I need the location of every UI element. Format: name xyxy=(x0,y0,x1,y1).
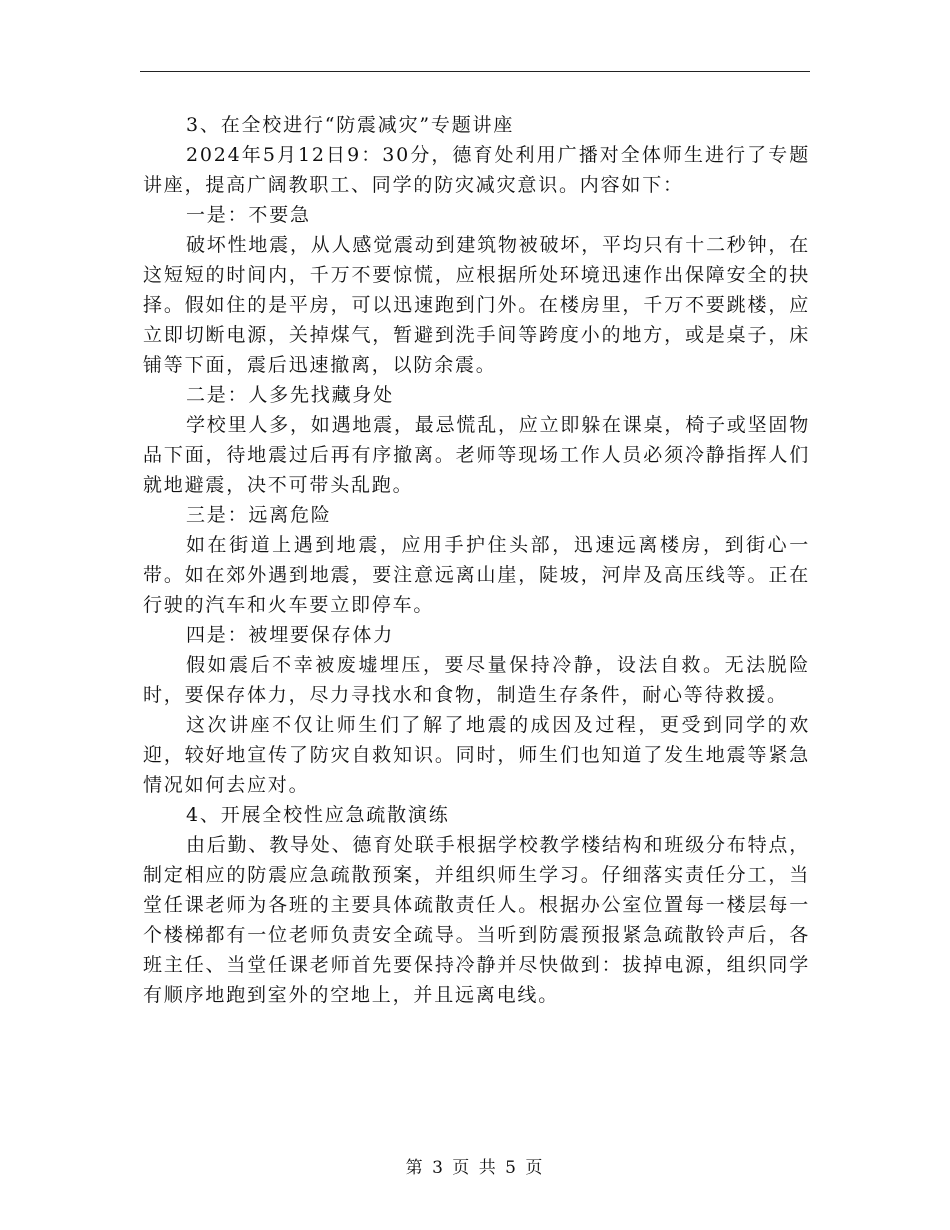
subheading-find-shelter: 二是：人多先找藏身处 xyxy=(186,384,395,406)
section-heading-lecture: 3、在全校进行“防震减灾”专题讲座 xyxy=(186,114,515,136)
paragraph-avoid-danger: 如在街道上遇到地震，应用手护住头部，迅速远离楼房，到街心一带。如在郊外遇到地震，要注意远离山崖，陡坡，河岸及高压线等。正在行驶的汽车和火车要立即停车。 xyxy=(143,534,810,616)
section-heading-drill: 4、开展全校性应急疏散演练 xyxy=(186,804,450,826)
header-rule xyxy=(140,71,810,72)
paragraph-find-shelter: 学校里人多，如遇地震，最忌慌乱，应立即躲在课桌，椅子或坚固物品下面，待地震过后再有序撤离。老师等现场工作人员必须冷静指挥人们就地避震，决不可带头乱跑。 xyxy=(143,414,811,496)
paragraph-lecture-intro: 2024年5月12日9：30分，德育处利用广播对全体师生进行了专题讲座，提高广阔教职工、同学的防灾减灾意识。内容如下： xyxy=(143,144,810,196)
document-body xyxy=(143,110,810,1010)
page-number: 第 3 页 共 5 页 xyxy=(405,1158,545,1178)
paragraph-lecture-summary: 这次讲座不仅让师生们了解了地震的成因及过程，更受到同学的欢迎，较好地宣传了防灾自救知识。同时，师生们也知道了发生地震等紧急情况如何去应对。 xyxy=(143,714,810,796)
paragraph-drill: 由后勤、教导处、德育处联手根据学校教学楼结构和班级分布特点，制定相应的防震应急疏散预案，并组织师生学习。仔细落实责任分工，当堂任课老师为各班的主要具体疏散责任人。根据办公室位置每一楼层每一个楼梯都有一位老师负责安全疏导。当听到防震预报紧急疏散铃声后，各班主任、当堂任课老师首先要保持冷静并尽快做到：拔掉电源，组织同学有顺序地跑到室外的空地上，并且远离电线。 xyxy=(143,834,811,1006)
paragraph-save-strength: 假如震后不幸被废墟埋压，要尽量保持冷静，设法自救。无法脱险时，要保存体力，尽力寻找水和食物，制造生存条件，耐心等待救援。 xyxy=(143,654,810,706)
subheading-avoid-danger: 三是：远离危险 xyxy=(186,504,332,526)
subheading-save-strength: 四是：被埋要保存体力 xyxy=(186,624,395,646)
paragraph-dont-panic: 破坏性地震，从人感觉震动到建筑物被破坏，平均只有十二秒钟，在这短短的时间内，千万不要惊慌，应根据所处环境迅速作出保障安全的抉择。假如住的是平房，可以迅速跑到门外。在楼房里，千万不要跳楼，应立即切断电源，关掉煤气，暂避到洗手间等跨度小的地方，或是桌子，床铺等下面，震后迅速撤离，以防余震。 xyxy=(143,234,811,376)
subheading-dont-panic: 一是：不要急 xyxy=(186,204,311,226)
